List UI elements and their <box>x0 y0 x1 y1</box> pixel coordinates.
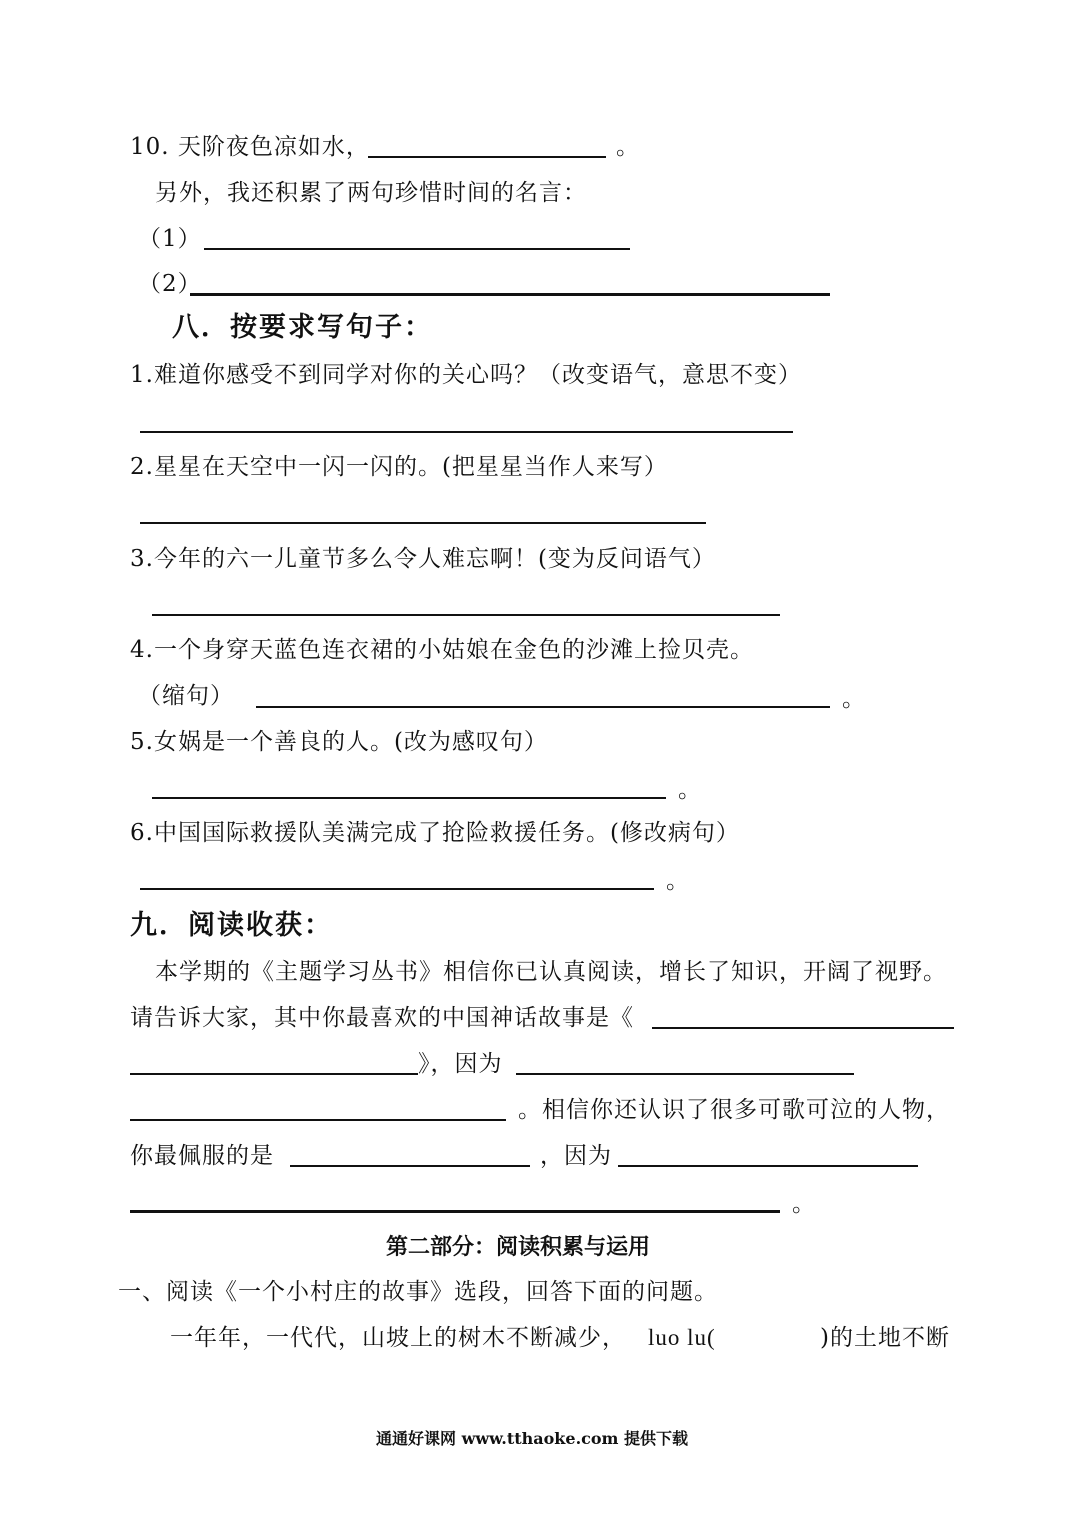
question-8-3: 3.今年的六一儿童节多么令人难忘啊！(变为反问语气） <box>130 546 716 572</box>
section-8-heading: 八．按要求写句子： <box>172 312 433 343</box>
answer-blank-8-5[interactable] <box>152 797 666 799</box>
answer-blank-8-4[interactable] <box>256 706 830 708</box>
passage-text-b: )的土地不断 <box>820 1325 950 1351</box>
reading-line-1: 本学期的《主题学习丛书》相信你已认真阅读，增长了知识，开阔了视野。 <box>155 959 947 985</box>
reading-line-5-b: ，因为 <box>540 1143 612 1169</box>
pinyin-prompt: luo lu( <box>648 1325 716 1350</box>
question-8-4-period: 。 <box>842 686 866 712</box>
reading-line-2: 请告诉大家，其中你最喜欢的中国神话故事是《 <box>130 1005 634 1031</box>
answer-blank-8-2[interactable] <box>140 522 706 524</box>
question-8-6-period: 。 <box>666 868 690 894</box>
section-9-heading: 九．阅读收获： <box>130 910 333 941</box>
question-8-5: 5.女娲是一个善良的人。(改为感叹句） <box>130 729 548 755</box>
answer-blank-quote-2[interactable] <box>190 293 830 296</box>
reading-line-6-period: 。 <box>792 1191 816 1217</box>
reading-line-3: 》，因为 <box>418 1051 503 1077</box>
answer-blank-myth-title-a[interactable] <box>652 1027 954 1029</box>
quote-2-label: （2） <box>138 271 202 297</box>
item-10-period: 。 <box>616 134 640 160</box>
reading-line-4: 。相信你还认识了很多可歌可泣的人物， <box>518 1097 950 1123</box>
quotes-intro: 另外，我还积累了两句珍惜时间的名言： <box>155 180 587 206</box>
passage-text-a: 一年年，一代代，山坡上的树木不断减少， <box>170 1325 626 1351</box>
item-10-text: 10. 天阶夜色凉如水， <box>130 134 370 160</box>
answer-blank-item-10[interactable] <box>368 156 606 158</box>
question-8-1: 1.难道你感受不到同学对你的关心吗？（改变语气，意思不变） <box>130 362 802 388</box>
answer-blank-quote-1[interactable] <box>204 248 630 250</box>
quote-1-label: （1） <box>138 226 202 252</box>
footer-credit: 通通好课网 www.tthaoke.com 提供下载 <box>376 1429 689 1448</box>
answer-blank-admired-reason-a[interactable] <box>618 1165 918 1167</box>
answer-blank-admired-reason-b[interactable] <box>130 1210 780 1213</box>
answer-blank-8-1[interactable] <box>140 431 793 433</box>
answer-blank-8-6[interactable] <box>140 888 654 890</box>
question-8-4: 4.一个身穿天蓝色连衣裙的小姑娘在金色的沙滩上捡贝壳。 <box>130 637 754 663</box>
answer-blank-myth-title-b[interactable] <box>130 1073 418 1075</box>
question-8-4-label: （缩句） <box>138 683 234 709</box>
answer-blank-myth-reason-b[interactable] <box>130 1119 506 1121</box>
part-2-question-1: 一、阅读《一个小村庄的故事》选段，回答下面的问题。 <box>118 1279 718 1305</box>
question-8-6: 6.中国国际救援队美满完成了抢险救援任务。(修改病句） <box>130 820 740 846</box>
part-2-title: 第二部分：阅读积累与运用 <box>386 1234 651 1260</box>
question-8-5-period: 。 <box>678 777 702 803</box>
answer-blank-myth-reason-a[interactable] <box>516 1073 854 1075</box>
reading-line-5-a: 你最佩服的是 <box>130 1143 274 1169</box>
question-8-2: 2.星星在天空中一闪一闪的。(把星星当作人来写） <box>130 454 668 480</box>
answer-blank-admired-person[interactable] <box>290 1165 530 1167</box>
answer-blank-8-3[interactable] <box>152 614 780 616</box>
